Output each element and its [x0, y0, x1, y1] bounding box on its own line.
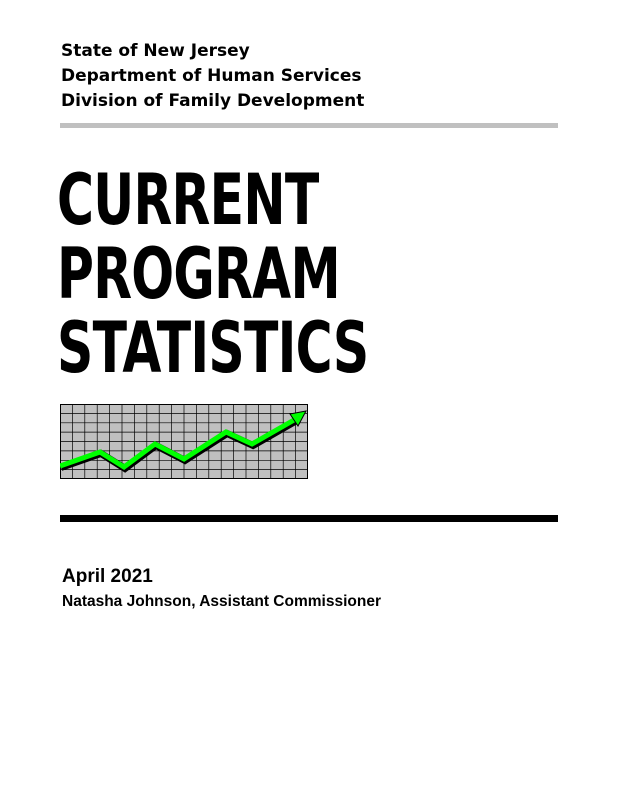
rising-trend-chart-icon [60, 404, 308, 479]
department-name: Department of Human Services [61, 66, 362, 86]
title-line-current: CURRENT [57, 159, 319, 241]
footer-divider [60, 515, 558, 522]
division-name: Division of Family Development [61, 91, 365, 111]
title-line-statistics: STATISTICS [57, 307, 369, 389]
header-divider [60, 123, 558, 128]
agency-header [61, 39, 364, 114]
report-title [57, 159, 490, 389]
report-date: April 2021 [62, 566, 153, 587]
title-line-program: PROGRAM [57, 233, 340, 315]
chart-grid [60, 404, 308, 479]
report-author: Natasha Johnson, Assistant Commissioner [62, 593, 381, 610]
state-name: State of New Jersey [61, 41, 250, 61]
